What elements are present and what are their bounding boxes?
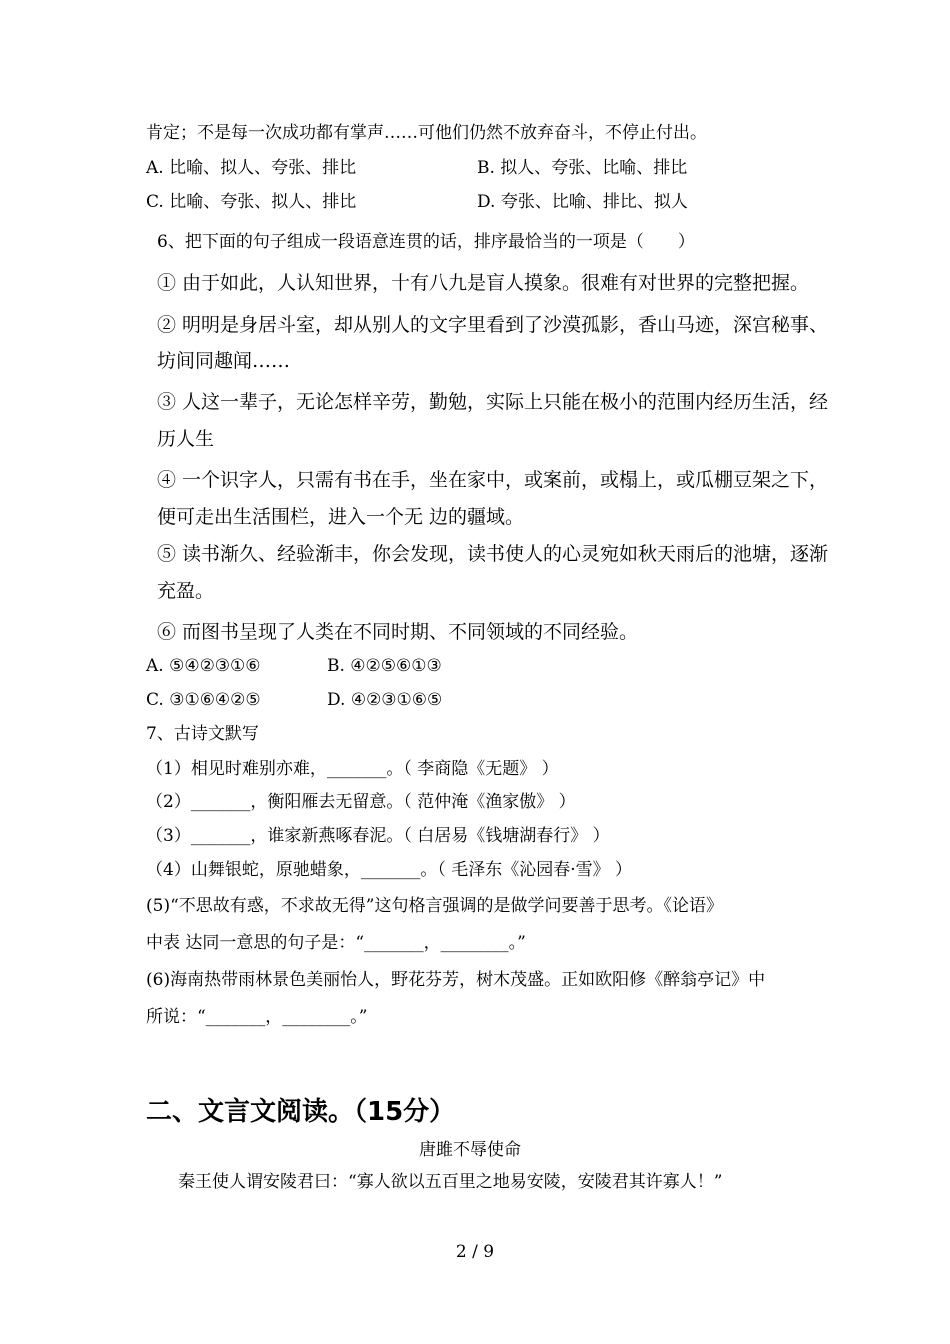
q6-sentence-2-line-1: ② 明明是身居斗室，却从别人的文字里看到了沙漠孤影，香山马迹，深宫秘事、 [157,314,829,336]
q6-sentence-3-line-2: 历人生 [157,428,215,450]
q7-item-3: （3）_______，谁家新燕啄春泥。（ 白居易《钱塘湖春行》 ） [146,826,610,846]
q6-sentence-6: ⑥ 而图书呈现了人类在不同时期、不同领域的不同经验。 [157,621,639,643]
q6-sentence-4-line-2: 便可走出生活围栏，进入一个无 边的疆域。 [157,506,525,528]
q7-item-2: （2）_______，衡阳雁去无留意。（ 范仲淹《渔家傲》 ） [146,792,576,812]
passage-title: 唐雎不辱使命 [419,1140,521,1160]
q7-item-6-line-2: 所说：“_______，________。” [146,1007,368,1027]
q5-option-b: B. 拟人、夸张、比喻、排比 [477,158,688,178]
q6-sentence-2-line-2: 坊间同趣闻…… [157,350,291,372]
q5-continuation: 肯定；不是每一次成功都有掌声……可他们仍然不放弃奋斗，不停止付出。 [146,123,707,143]
q7-item-5-line-2: 中表 达同一意思的句子是：“_______，________。” [146,933,526,953]
page-number: 2 / 9 [455,1242,495,1262]
passage-first-line: 秦王使人谓安陵君曰：“寡人欲以五百里之地易安陵，安陵君其许寡人！” [178,1172,723,1192]
q5-option-c: C. 比喻、夸张、拟人、排比 [146,192,357,212]
section-heading: 二、文言文阅读。（15分） [146,1097,456,1127]
q6-sentence-5-line-2: 充盈。 [157,580,215,602]
q6-sentence-5-line-1: ⑤ 读书渐久、经验渐丰，你会发现，读书使人的心灵宛如秋天雨后的池塘，逐渐 [157,543,829,565]
q7-stem: 7、古诗文默写 [146,724,259,744]
q6-option-b: B. ④②⑤⑥①③ [327,656,442,676]
q6-option-a: A. ⑤④②③①⑥ [146,656,261,676]
q6-option-d: D. ④②③①⑥⑤ [327,690,443,710]
q5-option-d: D. 夸张、比喻、排比、拟人 [477,192,688,212]
q7-item-6-line-1: (6)海南热带雨林景色美丽怡人，野花芬芳，树木茂盛。正如欧阳修《醉翁亭记》中 [146,970,766,990]
q7-item-1: （1）相见时难别亦难，_______。（ 李商隐《无题》 ） [146,759,559,779]
q7-item-4: （4）山舞银蛇，原驰蜡象，_______。（ 毛泽东《沁园春·雪》 ） [146,860,633,880]
q6-option-c: C. ③①⑥④②⑤ [146,690,261,710]
q6-sentence-1: ① 由于如此，人认知世界，十有八九是盲人摸象。很难有对世界的完整把握。 [157,272,810,294]
q6-sentence-3-line-1: ③ 人这一辈子，无论怎样辛劳，勤勉，实际上只能在极小的范围内经历生活，经 [157,391,829,413]
q6-sentence-4-line-1: ④ 一个识字人，只需有书在手，坐在家中，或案前，或榻上，或瓜棚豆架之下， [157,469,829,491]
q7-item-5-line-1: (5)“不思故有惑，不求故无得”这句格言强调的是做学问要善于思考。《论语》 [146,896,723,916]
q5-option-a: A. 比喻、拟人、夸张、排比 [146,158,357,178]
q6-stem: 6、把下面的句子组成一段语意连贯的话，排序最恰当的一项是（ ） [157,232,695,252]
